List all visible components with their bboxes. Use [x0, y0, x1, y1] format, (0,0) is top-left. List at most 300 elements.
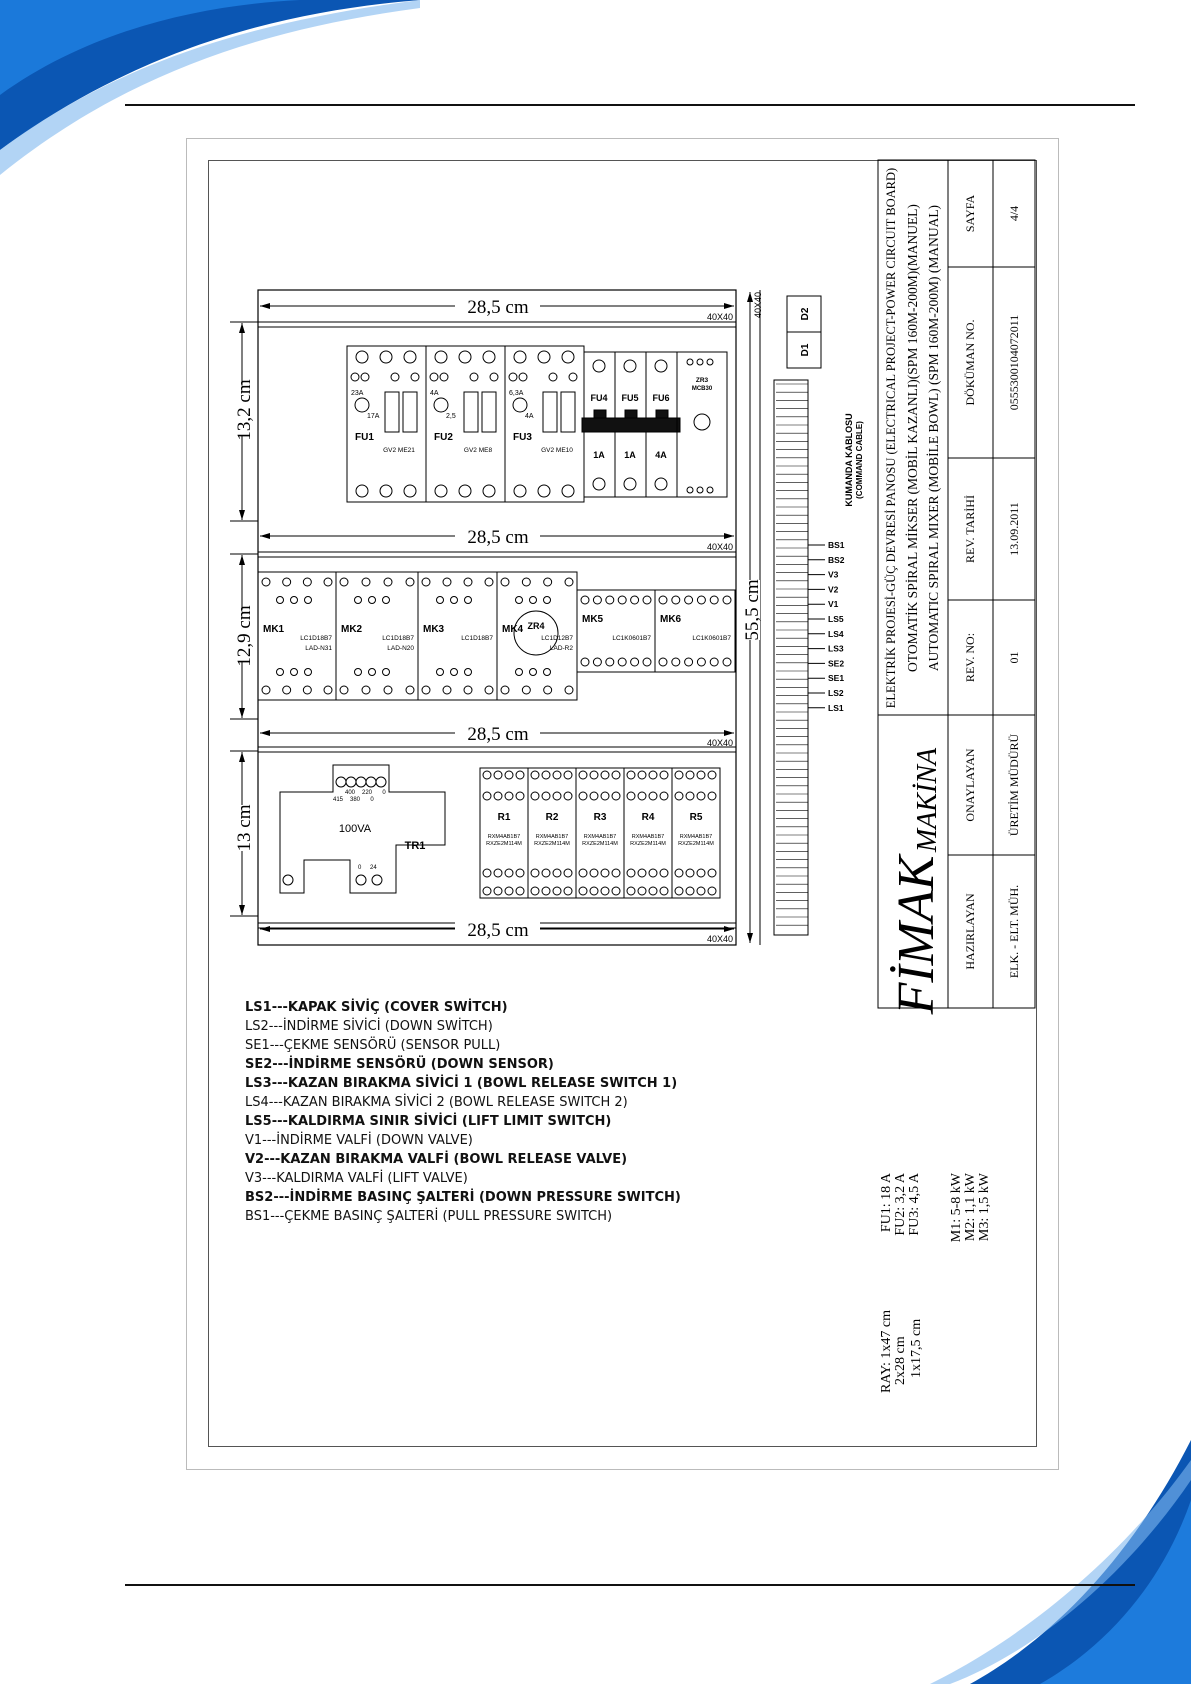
relay-terminal [516, 887, 524, 895]
logo-sub: MAKİNA [912, 747, 943, 853]
legend-item: LS2---İNDİRME SİVİCİ (DOWN SWİTCH) [245, 1019, 493, 1034]
contactor-terminal [303, 686, 311, 694]
contactor-terminal [522, 686, 530, 694]
breaker-fu1 [347, 346, 426, 502]
breaker-set: 6,3A [509, 390, 524, 397]
title-value: ELK. - ELT. MÜH. [1007, 884, 1021, 979]
relay-terminal [660, 887, 668, 895]
aux-terminal [277, 597, 284, 604]
aux-terminal [549, 373, 557, 381]
relay-terminal [686, 869, 694, 877]
symbol-legend [245, 998, 681, 1226]
relay-terminal [638, 869, 646, 877]
contactor-terminal [501, 578, 509, 586]
fuse-id: FU6 [652, 393, 670, 403]
aux-terminal [470, 373, 478, 381]
d-terminals [787, 296, 821, 368]
contactor-terminal [618, 658, 626, 666]
timer-terminal [707, 359, 713, 365]
relay-terminal [697, 887, 705, 895]
relay-terminal [553, 887, 561, 895]
terminal-label-ls5: LS5 [828, 614, 844, 624]
terminal-l3 [404, 351, 416, 363]
contactor-terminal [685, 658, 693, 666]
fuse-rating: 4A [655, 450, 667, 460]
contactor-terminal [544, 686, 552, 694]
breaker-toggle [385, 392, 399, 432]
fuse-id: FU4 [590, 393, 608, 403]
terminal-t3 [404, 485, 416, 497]
duct-label-1: 40X40 [706, 312, 734, 322]
transformer-tap: 0 [370, 797, 374, 803]
relay-terminal [686, 771, 694, 779]
contactor-id: MK5 [582, 614, 604, 625]
title-header: REV. TARİHİ [963, 495, 977, 563]
legend-item: V2---KAZAN BIRAKMA VALFİ (BOWL RELEASE VALVE) [245, 1152, 628, 1167]
contactor-terminal [697, 596, 705, 604]
breaker-id: FU2 [434, 432, 453, 443]
aux-terminal [383, 669, 390, 676]
contactor-id: MK6 [660, 614, 682, 625]
contactor-terminal [324, 578, 332, 586]
relay-terminal [697, 869, 705, 877]
breaker-range: 4A [525, 413, 534, 420]
relay-terminal [542, 887, 550, 895]
transformer-tap: 400 [344, 790, 356, 796]
transformer-terminal [356, 875, 366, 885]
transformer-tap: 0 [358, 865, 362, 871]
duct-1 [258, 322, 736, 327]
contactor-terminal [685, 596, 693, 604]
aux-terminal [355, 597, 362, 604]
legend-item: SE2---İNDİRME SENSÖRÜ (DOWN SENSOR) [245, 1057, 554, 1072]
transformer-tap: 0 [382, 790, 386, 796]
aux-terminal [569, 373, 577, 381]
relay-terminal [686, 792, 694, 800]
relay-terminal [564, 771, 572, 779]
note-line: FU3: 4,5 A [907, 1173, 922, 1236]
contactor-terminal [710, 658, 718, 666]
aux-terminal [369, 669, 376, 676]
height-dimension-2 [230, 554, 258, 719]
command-cable-label-en: (COMMAND CABLE) [855, 421, 864, 499]
transformer-terminal [366, 777, 376, 787]
relay-id: R2 [545, 812, 559, 823]
d2-label: D2 [800, 307, 811, 321]
rail-note: 1x17,5 cm [909, 1318, 924, 1378]
title-text [884, 168, 945, 1016]
relay-terminal [542, 869, 550, 877]
terminal-strip-body [774, 380, 808, 935]
duct-3 [258, 747, 736, 752]
legend-item: LS3---KAZAN BIRAKMA SİVİCİ 1 (BOWL RELEASE SWITCH 1) [245, 1076, 678, 1091]
terminal-label-se1: SE1 [828, 673, 845, 684]
aux-terminal [430, 373, 438, 381]
aux-terminal [451, 669, 458, 676]
contactor-terminal [283, 686, 291, 694]
relay-terminal [601, 869, 609, 877]
aux-terminal [544, 669, 551, 676]
contactor-terminal [723, 596, 731, 604]
contactor-terminal [422, 686, 430, 694]
height-label-1: 13,2 cm [234, 379, 255, 441]
contactor-terminal [443, 578, 451, 586]
transformer-id: TR1 [404, 840, 426, 852]
relay-terminal [505, 792, 513, 800]
relay-model: RXM4AB1B7 [535, 834, 569, 840]
relay-terminal [708, 869, 716, 877]
contactor-terminal [565, 686, 573, 694]
breaker-set: 23A [351, 390, 364, 397]
contactor-terminal [593, 596, 601, 604]
terminal-label-v3: V3 [828, 569, 839, 580]
terminal-t2 [380, 485, 392, 497]
aux-terminal [530, 669, 537, 676]
legend-item: LS4---KAZAN BIRAKMA SİVİCİ 2 (BOWL RELEASE SWITCH 2) [245, 1095, 628, 1110]
aux-terminal [305, 597, 312, 604]
aux-terminal [291, 597, 298, 604]
aux-terminal [509, 373, 517, 381]
contactor-terminal [262, 578, 270, 586]
transformer-tap: 220 [361, 790, 373, 796]
terminal-t1 [514, 485, 526, 497]
relay-terminal [579, 869, 587, 877]
width-label-4: 28,5 cm [467, 920, 529, 941]
duct-label-3: 40X40 [706, 738, 734, 748]
legend-item: BS2---İNDİRME BASINÇ ŞALTERİ (DOWN PRESSURE SWITCH) [245, 1190, 681, 1205]
contactor-terminal [501, 686, 509, 694]
relay-terminal [516, 771, 524, 779]
contactor-terminal [581, 658, 589, 666]
terminal-label-se2: SE2 [828, 658, 845, 669]
relay-terminal [564, 869, 572, 877]
duct-label-2: 40X40 [706, 542, 734, 552]
relay-model: RXM4AB1B7 [583, 834, 617, 840]
height-dimension-3 [230, 751, 258, 916]
relay-terminal [612, 887, 620, 895]
relay-terminal [505, 887, 513, 895]
terminal-l1 [514, 351, 526, 363]
legend-item: LS1---KAPAK SİVİÇ (COVER SWİTCH) [245, 1000, 508, 1015]
breaker-model: GV2 ME10 [541, 447, 573, 454]
contactor-terminal [406, 578, 414, 586]
contactor-terminal [340, 578, 348, 586]
width-dimension-2 [260, 524, 734, 552]
relay-terminal [531, 771, 539, 779]
total-height-label: 55,5 cm [742, 579, 763, 641]
transformer-terminal [376, 777, 386, 787]
relay-terminal [660, 792, 668, 800]
title-value: 4/4 [1007, 205, 1021, 222]
relay-terminal [686, 887, 694, 895]
relay-terminal [660, 771, 668, 779]
contactor-terminal [643, 658, 651, 666]
relay-base: RXZE2M114M [582, 841, 618, 847]
relay-terminal [590, 792, 598, 800]
relay-terminal [494, 887, 502, 895]
relay-terminal [494, 869, 502, 877]
relay-terminal [601, 887, 609, 895]
aux-terminal [451, 597, 458, 604]
relay-model: RXM4AB1B7 [679, 834, 713, 840]
relay-terminal [553, 771, 561, 779]
row1-breakers [347, 346, 727, 502]
relay-terminal [483, 887, 491, 895]
terminal-label-bs1: BS1 [828, 540, 845, 550]
relay-terminal [612, 792, 620, 800]
contactor-terminal [606, 658, 614, 666]
terminal-label-ls4: LS4 [828, 628, 844, 639]
aux-terminal [369, 597, 376, 604]
notes-motors [949, 1172, 992, 1242]
contactor-terminal [464, 686, 472, 694]
transformer-tap: 24 [370, 865, 377, 871]
breaker-set: 4A [430, 390, 439, 397]
terminal-label-bs2: BS2 [828, 554, 845, 565]
contactor-terminal [303, 578, 311, 586]
relay-terminal [649, 887, 657, 895]
relay-id: R5 [689, 812, 703, 823]
timer-terminal [687, 359, 693, 365]
contactor-terminal [697, 658, 705, 666]
contactor-terminal [659, 658, 667, 666]
contactor-terminal [362, 578, 370, 586]
contactor-terminal [710, 596, 718, 604]
breaker-fu3 [505, 346, 584, 502]
title-header: SAYFA [963, 194, 977, 233]
relay-terminal [531, 869, 539, 877]
timer-terminal [687, 487, 693, 493]
terminal-t2 [459, 485, 471, 497]
breaker-toggle [482, 392, 496, 432]
aux-terminal [465, 597, 472, 604]
relay-terminal [675, 771, 683, 779]
contactor-terminal [422, 578, 430, 586]
aux-terminal [516, 597, 523, 604]
contactor-terminal [443, 686, 451, 694]
breaker-range: 2,5 [446, 413, 456, 420]
contactor-terminal [362, 686, 370, 694]
contactor-terminal [324, 686, 332, 694]
duct-vertical-label: 40X40 [753, 291, 763, 319]
relay-terminal [553, 792, 561, 800]
transformer-terminal [372, 875, 382, 885]
height-label-3: 13 cm [234, 804, 255, 852]
relay-base: RXZE2M114M [630, 841, 666, 847]
relay-base: RXZE2M114M [486, 841, 522, 847]
terminal-t3 [483, 485, 495, 497]
timer-zr4-label: ZR4 [527, 621, 545, 631]
contactor-terminal [406, 686, 414, 694]
contactor-terminal [544, 578, 552, 586]
timer-model: MCB30 [691, 386, 713, 392]
relay-terminal [531, 887, 539, 895]
contactor-terminal [631, 596, 639, 604]
relay-terminal [638, 792, 646, 800]
breaker-toggle [403, 392, 417, 432]
note-line: M2: 1,1 kW [963, 1173, 978, 1242]
contactor-terminal [618, 596, 626, 604]
timer-terminal [707, 487, 713, 493]
contactor-model: LC1K0601B7 [612, 635, 651, 642]
terminal-label-ls1: LS1 [828, 702, 844, 713]
breaker-toggle [561, 392, 575, 432]
contactor-terminal [283, 578, 291, 586]
relay-terminal [638, 771, 646, 779]
relay-terminal [601, 771, 609, 779]
note-line: M1: 5-8 kW [949, 1173, 964, 1243]
title-header: HAZIRLAYAN [963, 893, 977, 970]
title-value: 13.09.2011 [1007, 502, 1021, 556]
contactor-terminal [606, 596, 614, 604]
transformer-terminal [346, 777, 356, 787]
relay-terminal [483, 771, 491, 779]
relay-id: R3 [593, 812, 607, 823]
width-dimension-3 [260, 721, 734, 748]
terminal-l1 [356, 351, 368, 363]
timer-id: ZR3 [695, 377, 709, 384]
contactor-id: MK1 [263, 624, 285, 635]
legend-item: V1---İNDİRME VALFİ (DOWN VALVE) [245, 1133, 473, 1148]
aux-terminal [530, 597, 537, 604]
din-rail-fuses [582, 410, 680, 432]
title-headers [963, 194, 1021, 978]
contactor-aux: LAD-N20 [387, 645, 414, 652]
contactor-terminal [464, 578, 472, 586]
relay-terminal [579, 887, 587, 895]
relay-terminal [579, 792, 587, 800]
relay-terminal [697, 771, 705, 779]
contactor-aux: LAD-R2 [549, 645, 573, 652]
relay-terminal [612, 771, 620, 779]
fuse-rating: 1A [593, 450, 605, 460]
relay-terminal [660, 869, 668, 877]
aux-terminal [383, 597, 390, 604]
terminal-l3 [562, 351, 574, 363]
terminal-l3 [483, 351, 495, 363]
row2-contactors [258, 572, 735, 700]
width-dimension-4 [260, 917, 734, 944]
rail-note: 2x28 cm [893, 1336, 908, 1385]
rail-note: RAY: 1x47 cm [879, 1310, 894, 1393]
relay-terminal [494, 792, 502, 800]
d1-label: D1 [800, 343, 811, 357]
relay-terminal [627, 771, 635, 779]
relay-terminal [612, 869, 620, 877]
relay-terminal [483, 869, 491, 877]
relay-terminal [601, 792, 609, 800]
notes-fuses [879, 1172, 922, 1236]
terminal-strip [774, 380, 845, 935]
aux-terminal [437, 597, 444, 604]
terminal-label-ls3: LS3 [828, 643, 844, 654]
width-label-2: 28,5 cm [467, 527, 529, 548]
relay-terminal [675, 869, 683, 877]
relay-terminal [531, 792, 539, 800]
terminal-label-ls2: LS2 [828, 688, 844, 698]
breaker-id: FU3 [513, 432, 532, 443]
contactor-terminal [643, 596, 651, 604]
timer-terminal [697, 487, 703, 493]
relay-terminal [542, 771, 550, 779]
relay-terminal [627, 792, 635, 800]
setting-dial [434, 398, 448, 412]
contactor-aux: LAD-N31 [305, 645, 332, 652]
relay-model: RXM4AB1B7 [631, 834, 665, 840]
terminal-l1 [435, 351, 447, 363]
aux-terminal [544, 597, 551, 604]
note-line: M3: 1,5 kW [977, 1173, 992, 1242]
setting-dial [355, 398, 369, 412]
contactor-terminal [522, 578, 530, 586]
aux-terminal [391, 373, 399, 381]
setting-dial [513, 398, 527, 412]
aux-terminal [291, 669, 298, 676]
contactor-terminal [672, 596, 680, 604]
fuse-terminal [593, 478, 605, 490]
contactor-terminal [384, 686, 392, 694]
contactor-terminal [659, 596, 667, 604]
transformer-terminal [336, 777, 346, 787]
contactor-terminal [262, 686, 270, 694]
breaker-toggle [543, 392, 557, 432]
terminal-t3 [562, 485, 574, 497]
terminal-l2 [380, 351, 392, 363]
contactor-model: LC1D18B7 [382, 635, 414, 642]
breaker-range: 17A [367, 413, 380, 420]
legend-item: LS5---KALDIRMA SINIR SİVİCİ (LIFT LIMIT SWITCH) [245, 1114, 612, 1129]
relay-terminal [627, 887, 635, 895]
relay-terminal [505, 771, 513, 779]
aux-terminal [351, 373, 359, 381]
relay-terminal [697, 792, 705, 800]
contactor-terminal [384, 578, 392, 586]
title-line2: OTOMATİK SPİRAL MİKSER (MOBİL KAZANLI)(SPM 160M-200M)(MANUEL) [905, 204, 920, 672]
transformer-ground [283, 875, 293, 885]
title-header: DÖKÜMAN NO. [963, 319, 977, 406]
legend-item: SE1---ÇEKME SENSÖRÜ (SENSOR PULL) [245, 1038, 501, 1053]
contactor-model: LC1D18B7 [461, 635, 493, 642]
relay-base: RXZE2M114M [534, 841, 570, 847]
title-value: 01 [1007, 651, 1021, 664]
title-value: 055530010407201​1 [1007, 314, 1021, 411]
contactor-terminal [723, 658, 731, 666]
aux-terminal [437, 669, 444, 676]
logo-main: FİMAK [888, 855, 945, 1015]
contactor-terminal [581, 596, 589, 604]
fuse-terminal [624, 478, 636, 490]
contactor-terminal [672, 658, 680, 666]
relay-model: RXM4AB1B7 [487, 834, 521, 840]
breaker-fu2 [426, 346, 505, 502]
title-header: ONAYLAYAN [963, 748, 977, 822]
aux-terminal [465, 669, 472, 676]
contactor-mk6 [655, 590, 735, 672]
aux-terminal [516, 669, 523, 676]
relay-terminal [516, 792, 524, 800]
transformer-terminal [356, 777, 366, 787]
relay-terminal [553, 869, 561, 877]
fuse-id: FU5 [621, 393, 639, 403]
transformer-tap: 380 [349, 797, 361, 803]
relay-terminal [649, 771, 657, 779]
terminal-label-v2: V2 [828, 584, 839, 595]
terminal-l2 [538, 351, 550, 363]
notes-rail [879, 1310, 924, 1393]
terminal-t2 [538, 485, 550, 497]
timer-zr3 [677, 352, 727, 497]
aux-terminal [490, 373, 498, 381]
